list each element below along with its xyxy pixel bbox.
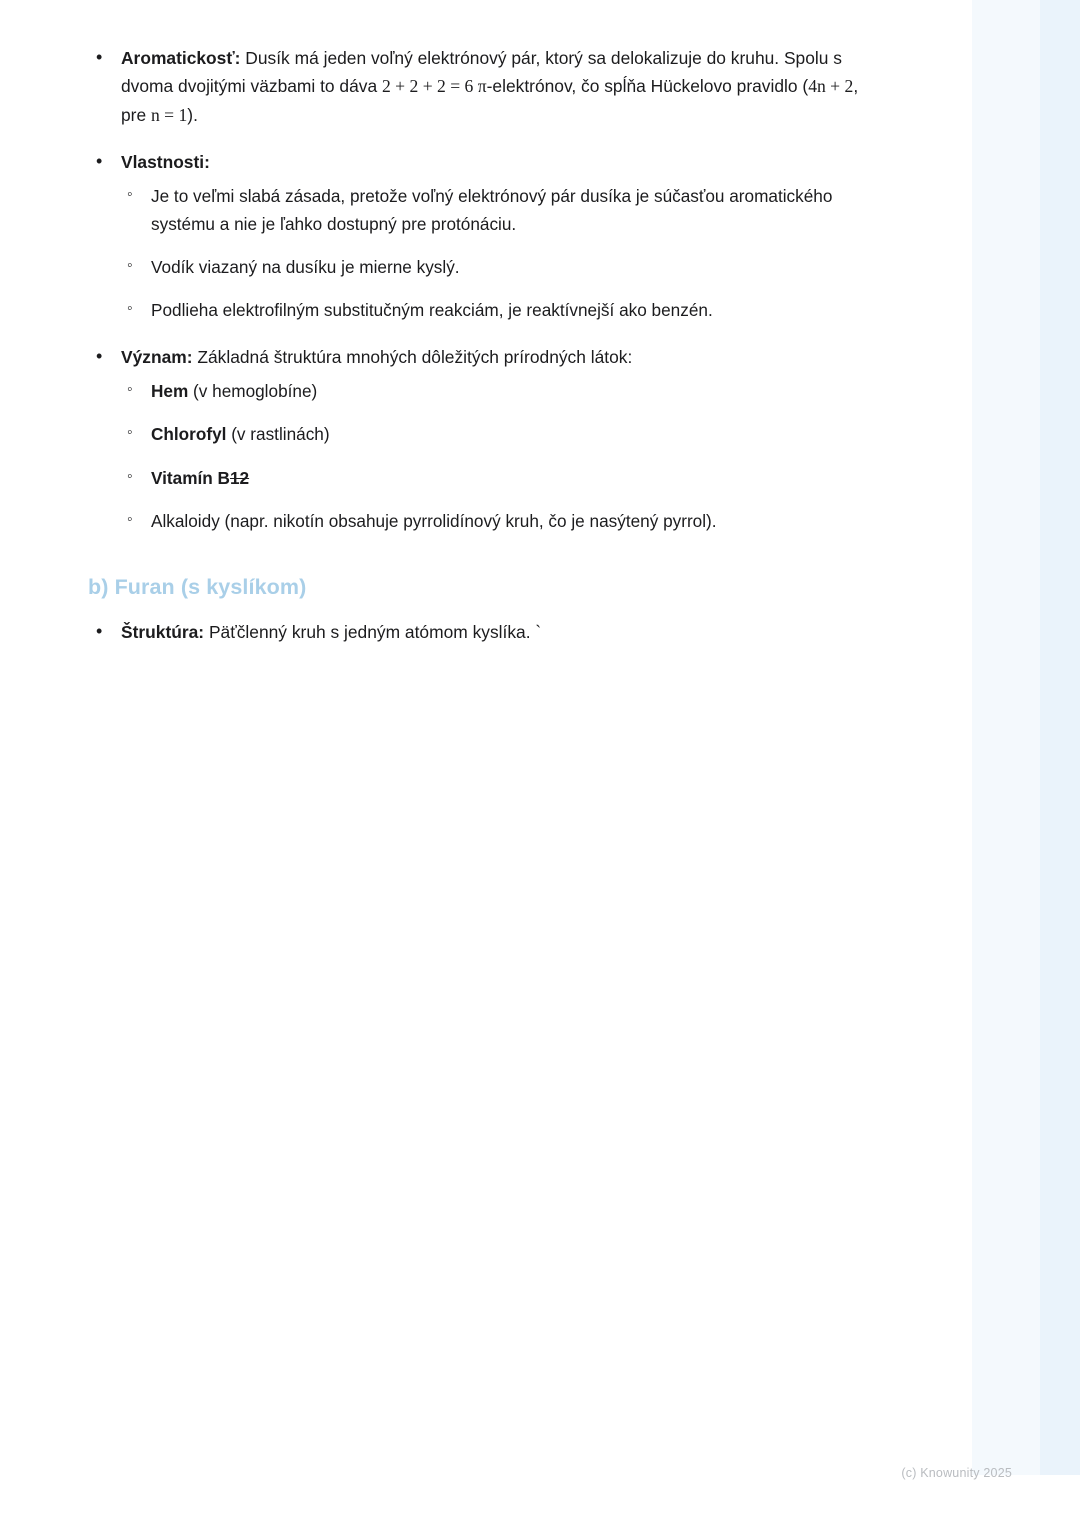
list-item	[121, 508, 878, 535]
bullet-structure-label: Štruktúra:	[121, 621, 205, 642]
document-content	[88, 44, 878, 665]
list-item-bold: Vitamín B	[151, 467, 230, 488]
bullet-aromaticity-label: Aromatickosť:	[121, 48, 241, 68]
bullet-properties	[88, 148, 878, 324]
bullet-significance-label: Význam:	[121, 347, 193, 368]
bullet-significance-text: Základná štruktúra mnohých dôležitých prírodných látok:	[192, 347, 633, 368]
list-item-rest: (v rastlinách)	[226, 424, 330, 445]
bullet-aromaticity-text-4: ).	[187, 104, 198, 125]
bullet-aromaticity-text-2: -elektrónov, čo spĺňa Hückelovo pravidlo (	[486, 76, 809, 97]
properties-sublist	[121, 183, 878, 324]
list-item: ◦ Vodík viazaný na dusíku je mierne kyslý.	[121, 254, 878, 281]
list-item: ◦ Je to veľmi slabá zásada, pretože voľný elektrónový pár dusíka je súčasťou aromatického systému a nie je ľahko dostupný pre protónáciu.	[121, 183, 878, 237]
bullet-structure	[88, 618, 878, 646]
bullet-aromaticity-math-1: 2 + 2 + 2 = 6 π	[381, 76, 487, 97]
list-item	[121, 465, 878, 492]
bullet-aromaticity	[88, 44, 878, 129]
top-level-bullet-list	[88, 44, 878, 535]
bullet-properties-label: Vlastnosti:	[121, 152, 210, 173]
list-item: ◦ Podlieha elektrofilným substitučným reakciám, je reaktívnejší ako benzén.	[121, 297, 878, 324]
bullet-structure-text: Päťčlenný kruh s jedným atómom kyslíka. `	[204, 621, 542, 642]
bullet-aromaticity-text-3: , pre	[121, 76, 859, 125]
list-item-rest: (v hemoglobíne)	[188, 381, 318, 402]
bullet-aromaticity-text-1: Dusík má jeden voľný elektrónový pár, ktorý sa delokalizuje do kruhu. Spolu s dvoma dvojitými väzbami to dáva	[121, 48, 842, 97]
list-item-bold: Chlorofyl	[151, 424, 227, 445]
bullet-aromaticity-math-3: n = 1	[150, 104, 188, 125]
list-item-bold: Hem	[151, 381, 189, 402]
right-margin-rail-inner	[972, 0, 1040, 1475]
list-item	[121, 421, 878, 448]
bullet-significance	[88, 343, 878, 535]
section-heading-furan: b) Furan (s kyslíkom)	[88, 574, 307, 599]
significance-sublist	[121, 378, 878, 535]
watermark-copyright: (c) Knowunity 2025	[901, 1466, 1012, 1480]
bullet-aromaticity-math-2: 4n + 2	[808, 76, 854, 97]
list-item-rest: Alkaloidy (napr. nikotín obsahuje pyrrolidínový kruh, čo je nasýtený pyrrol).	[151, 510, 717, 531]
list-item	[121, 378, 878, 405]
list-item-strikethrough: 12	[229, 467, 250, 488]
furan-bullet-list	[88, 618, 878, 646]
